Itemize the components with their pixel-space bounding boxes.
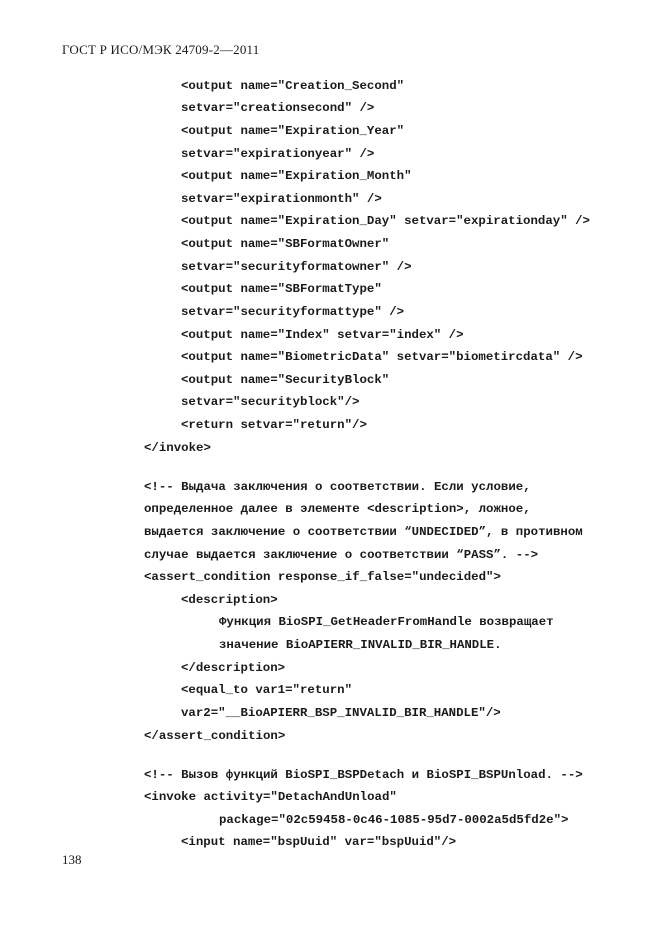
code-line: <output name="BiometricData" setvar="biometircdata" /> [181, 350, 583, 364]
code-line: var2="__BioAPIERR_BSP_INVALID_BIR_HANDLE"/> [181, 706, 501, 720]
code-line: <description> [181, 593, 278, 607]
code-line: <input name="bspUuid" var="bspUuid"/> [181, 835, 457, 849]
code-line: setvar="creationsecond" /> [181, 101, 375, 115]
code-line: Функция BioSPI_GetHeaderFromHandle возвращает [219, 615, 554, 629]
code-line: <output name="Expiration_Year" [181, 124, 405, 138]
code-line: </assert_condition> [144, 729, 286, 743]
code-line: <output name="Creation_Second" [181, 79, 405, 93]
comment-line: определенное далее в элементе <description>, ложное, [144, 502, 531, 516]
code-line: setvar="securityformattype" /> [181, 305, 405, 319]
code-line: setvar="securityblock"/> [181, 395, 360, 409]
comment-line: случае выдается заключение о соответствии “PASS”. --> [144, 548, 539, 562]
code-line: <return setvar="return"/> [181, 418, 367, 432]
code-line: <invoke activity="DetachAndUnload" [144, 790, 397, 804]
code-line: package="02c59458-0c46-1085-95d7-0002a5d5fd2e"> [219, 813, 569, 827]
code-line: <output name="SBFormatOwner" [181, 237, 390, 251]
code-line: <output name="SecurityBlock" [181, 373, 390, 387]
code-line: <output name="SBFormatType" [181, 282, 382, 296]
page-number: 138 [62, 852, 82, 867]
document-header: ГОСТ Р ИСО/МЭК 24709-2—2011 [62, 42, 260, 57]
code-line: значение BioAPIERR_INVALID_BIR_HANDLE. [219, 638, 502, 652]
code-line: <output name="Expiration_Day" setvar="expirationday" /> [181, 214, 590, 228]
comment-line: <!-- Выдача заключения о соответствии. Если условие, [144, 480, 531, 494]
code-line: <output name="Expiration_Month" [181, 169, 412, 183]
code-line: <equal_to var1="return" [181, 683, 353, 697]
code-line: <output name="Index" setvar="index" /> [181, 328, 464, 342]
comment-line: выдается заключение о соответствии “UNDECIDED”, в противном [144, 525, 583, 539]
code-line: setvar="securityformatowner" /> [181, 260, 412, 274]
code-line: </description> [181, 661, 286, 675]
code-line: setvar="expirationyear" /> [181, 147, 375, 161]
code-line: <assert_condition response_if_false="undecided"> [144, 570, 501, 584]
code-line: </invoke> [144, 441, 211, 455]
code-line: setvar="expirationmonth" /> [181, 192, 382, 206]
comment-line: <!-- Вызов функций BioSPI_BSPDetach и BioSPI_BSPUnload. --> [144, 768, 583, 782]
